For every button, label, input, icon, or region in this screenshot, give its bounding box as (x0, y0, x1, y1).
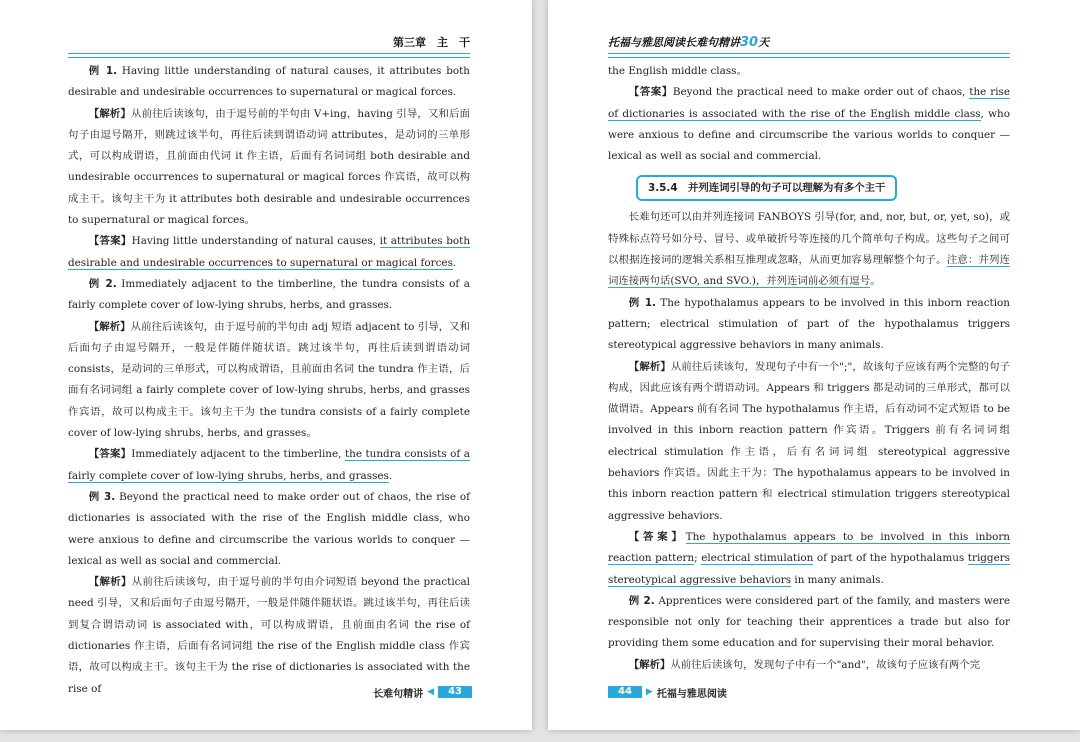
answer-1: 【答案】Having little understanding of natural causes, it attributes both desirable and undesirable occurrences to supernatural or magical forces. (68, 235, 471, 269)
example-2: 例 2. Immediately adjacent to the timberline, the tundra consists of a fairly complete cover of low-lying shrubs, herbs, and grasses. (68, 277, 470, 312)
example-1: 例 1. The hypothalamus appears to be involved in this inborn reaction pattern; electrical stimulation of part of the hypothalamus triggers stereotypical aggressive behaviors in many animals. (608, 296, 1010, 352)
footer-title: 托福与雅思阅读 (656, 688, 727, 700)
answer-1: 【答案】The hypothalamus appears to be involved in this inborn reaction pattern; electrical stimulation of part of the hypothalamus triggers stereotypical aggressive behaviors in many animals. (608, 530, 1011, 586)
left-page (0, 0, 532, 730)
left-body (68, 61, 470, 700)
right-footer (608, 686, 727, 698)
answer-2: 【答案】Immediately adjacent to the timberline, the tundra consists of a fairly complete cover of low-lying shrubs, herbs, and grasses. (68, 448, 470, 482)
underlined-main-clause: the rise of dictionaries is associated with the rise of the English middle class (608, 86, 1011, 120)
example-1: 例 1. Having little understanding of natural causes, it attributes both desirable and undesirable occurrences to supernatural or magical forces. (68, 65, 470, 99)
answer-3: 【答案】Beyond the practical need to make order out of chaos, the rise of dictionaries is associated with the rise of the English middle class, who were anxious to define and circumscribe the various worlds to conquer — lexical as well as social and commercial. (608, 86, 1011, 163)
footer-title: 长难句精讲 (373, 688, 424, 700)
triangle-right-icon: ▶ (645, 687, 653, 697)
analysis-1: 【解析】从前往后读该句，由于逗号前的半句由 V+ing，having 引导，又和后面句子由逗号隔开，则跳过该半句，再往后读到谓语动词 attributes，是动词的三单形式，可以构成谓语，且前面由代词 it 作主语，后面有名词词组 both desirable and undesirable occurrences to supernatural or magical forces 作宾语，故可以构成主干。该句主干为 it attributes both desirable and undesirable occurrences to supernatural or magical forces。 (68, 107, 471, 227)
book-header: 托福与雅思阅读长难句精讲30天 (608, 35, 770, 50)
left-footer (373, 686, 472, 698)
triangle-left-icon: ◀ (427, 687, 435, 697)
analysis-2: 【解析】从前往后读该句，由于逗号前的半句由 adj 短语 adjacent to 引导，又和后面句子由逗号隔开，一般是伴随伴随状语。跳过该半句，再往后读到谓语动词 consists，是动词的三单形式，可以构成谓语，且前面由名词 the tundra 作主语，后面有名词词组 a fairly complete cover of low-lying shrubs, herbs, and grasses 作宾语，故可以构成主干。该句主干为 the tundra consists of a fairly complete cover of low-lying shrubs, herbs, and grasses。 (68, 320, 470, 440)
right-body (608, 61, 1010, 676)
section-intro: 长难句还可以由并列连接词 FANBOYS 引导(for, and, nor, but, or, yet, so)，或特殊标点符号如分号、冒号、或单破折号等连接的几个简单句子构成。这些句子之间可以根据连接词的逻辑关系相互推理或忽略，从而更加容易理解整个句子。注意：并列连词连接两句话(SVO, and SVO.)，并列连词前必须有逗号。 (608, 211, 1010, 288)
underlined-main-clause: it attributes both desirable and undesirable occurrences to supernatural or magical forces (68, 235, 471, 269)
example-3: 例 3. Beyond the practical need to make order out of chaos, the rise of dictionaries is associated with the rise of the English middle class, who were anxious to define and circumscribe the various worlds to conquer — lexical as well as social and commercial. (68, 490, 471, 567)
chapter-header: 第三章 主 干 (393, 36, 470, 49)
analysis-3: 【解析】从前往后读该句，由于逗号前的半句由介词短语 beyond the practical need 引导，又和后面句子由逗号隔开，一般是伴随伴随状语。跳过该半句，再往后读到复合谓语动词 is associated with，可以构成谓语，且前面由名词 the rise of dictionaries 作主语，后面有名词词组 the rise of the English middle class 作宾语，故可以构成主干。该句主干为 the rise of dictionaries is associated with the rise of (68, 576, 471, 695)
header-rule (608, 53, 1010, 58)
underlined-note: 注意：并列连词连接两句话(SVO, and SVO.)，并列连词前必须有逗号 (608, 254, 1010, 288)
analysis-1: 【解析】从前往后读该句，发现句子中有一个";"，故该句子应该有两个完整的句子构成，因此应该有两个谓语动词。Appears 和 triggers 都是动词的三单形式，都可以做谓语。Appears 前有名词 The hypothalamus 作主语，后有动词不定式短语 to be involved in this inborn reaction pattern 作宾语。Triggers 前有名词词组 electrical stimulation 作主语，后有名词词组 stereotypical aggressive behaviors 作宾语。因此主干为：The hypothalamus appears to be involved in this inborn reaction pattern 和 electrical stimulation triggers stereotypical aggressive behaviors. (608, 360, 1010, 522)
header-day-number: 30 (740, 35, 759, 50)
analysis-2: 【解析】从前往后读该句，发现句子中有一个"and"，故该句子应该有两个完 (628, 658, 981, 671)
right-page (548, 0, 1080, 730)
header-rule (68, 53, 470, 58)
page-number: 44 (608, 686, 642, 698)
page-number: 43 (438, 686, 472, 698)
example-2: 例 2. Apprentices were considered part of the family, and masters were responsible not only for teaching their apprentices a trade but also for providing them some education and for supervising their moral behavior. (608, 594, 1011, 650)
continuation-text: the English middle class。 (608, 65, 747, 77)
underlined-main-clause: the tundra consists of a fairly complete cover of low-lying shrubs, herbs, and grasses (68, 448, 470, 482)
section-heading: 3.5.4 并列连词引导的句子可以理解为有多个主干 (636, 175, 897, 201)
